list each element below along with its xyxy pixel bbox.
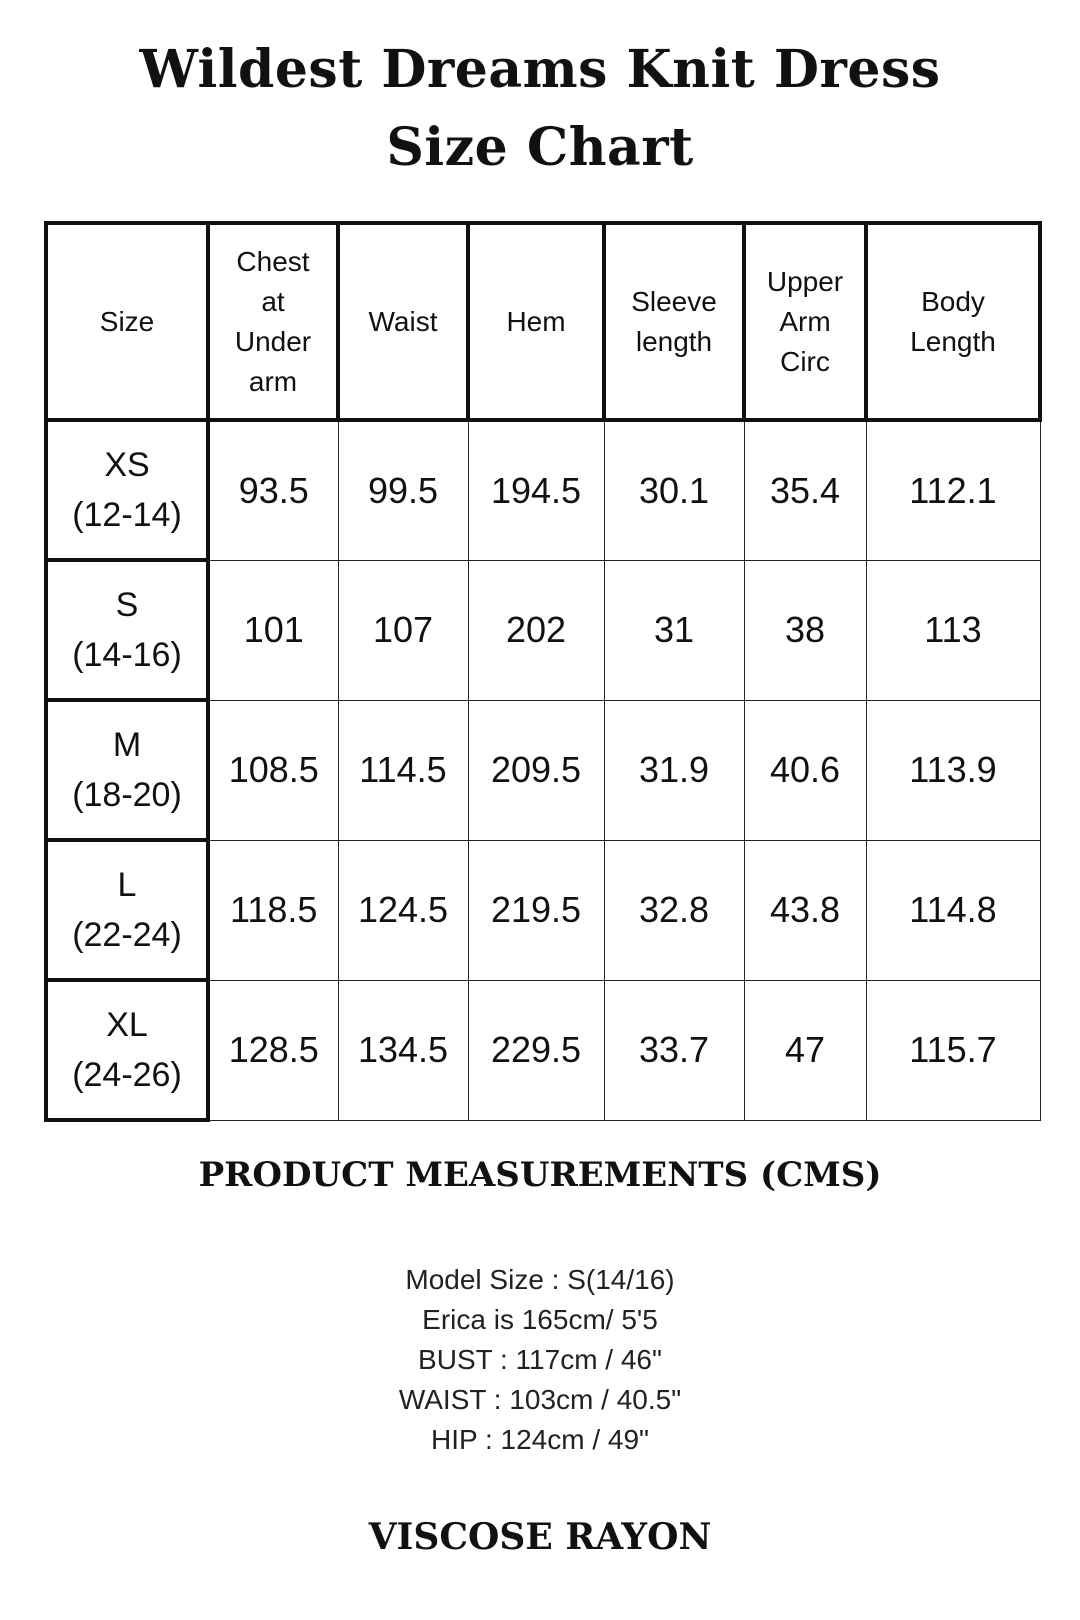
product-measurements-heading: PRODUCT MEASUREMENTS (CMS) [198,1155,882,1195]
upper-arm-circ-value: 47 [744,980,866,1120]
page-subtitle-size-chart: Size Chart [386,117,694,178]
chest-value: 128.5 [208,980,338,1120]
upper-arm-circ-value: 43.8 [744,840,866,980]
size-range: (12-14) [72,496,182,534]
table-header-row [46,223,1040,420]
size-label: XS [104,446,150,484]
table-row [46,420,1040,560]
body-length-value: 113 [866,560,1040,700]
upper-arm-circ-value: 38 [744,560,866,700]
model-hip: HIP : 124cm / 49" [431,1424,649,1455]
upper-arm-circ-value: 40.6 [744,700,866,840]
chest-value: 93.5 [208,420,338,560]
sleeve-length-value: 31 [604,560,744,700]
size-range: (18-20) [72,776,182,814]
hem-value: 209.5 [468,700,604,840]
sleeve-length-value: 30.1 [604,420,744,560]
header-hem: Hem [468,223,604,420]
model-height: Erica is 165cm/ 5'5 [422,1304,658,1335]
size-label: S [115,586,139,624]
table-row [46,840,1040,980]
size-label: M [112,726,142,764]
table-row [46,700,1040,840]
chest-value: 118.5 [208,840,338,980]
size-chart-table [44,221,1042,1122]
header-body-length: Body Length [866,223,1040,420]
waist-value: 114.5 [338,700,468,840]
waist-value: 134.5 [338,980,468,1120]
header-waist: Waist [338,223,468,420]
chest-value: 101 [208,560,338,700]
size-cell [46,560,208,700]
header-upper-arm-circ: Upper Arm Circ [744,223,866,420]
page-title: Wildest Dreams Knit Dress [139,39,941,100]
sleeve-length-value: 31.9 [604,700,744,840]
header-sleeve-length: Sleeve length [604,223,744,420]
material-label: VISCOSE RAYON [368,1516,712,1558]
size-range: (22-24) [72,916,182,954]
sleeve-length-value: 33.7 [604,980,744,1120]
hem-value: 202 [468,560,604,700]
size-label: L [117,866,137,904]
size-range: (14-16) [72,636,182,674]
model-size: Model Size : S(14/16) [405,1264,675,1295]
size-cell [46,980,208,1120]
body-length-value: 112.1 [866,420,1040,560]
upper-arm-circ-value: 35.4 [744,420,866,560]
size-label: XL [106,1006,148,1044]
size-range: (24-26) [72,1056,182,1094]
waist-value: 107 [338,560,468,700]
waist-value: 99.5 [338,420,468,560]
size-cell [46,700,208,840]
chest-value: 108.5 [208,700,338,840]
table-row [46,980,1040,1120]
table-row [46,560,1040,700]
header-size: Size [46,223,208,420]
sleeve-length-value: 32.8 [604,840,744,980]
model-waist: WAIST : 103cm / 40.5" [398,1384,682,1415]
body-length-value: 115.7 [866,980,1040,1120]
hem-value: 219.5 [468,840,604,980]
hem-value: 229.5 [468,980,604,1120]
waist-value: 124.5 [338,840,468,980]
hem-value: 194.5 [468,420,604,560]
model-info [0,1260,1080,1460]
header-chest-at-underarm: Chest at Under arm [208,223,338,420]
size-cell [46,840,208,980]
size-cell [46,420,208,560]
body-length-value: 114.8 [866,840,1040,980]
model-bust: BUST : 117cm / 46" [418,1344,662,1375]
body-length-value: 113.9 [866,700,1040,840]
